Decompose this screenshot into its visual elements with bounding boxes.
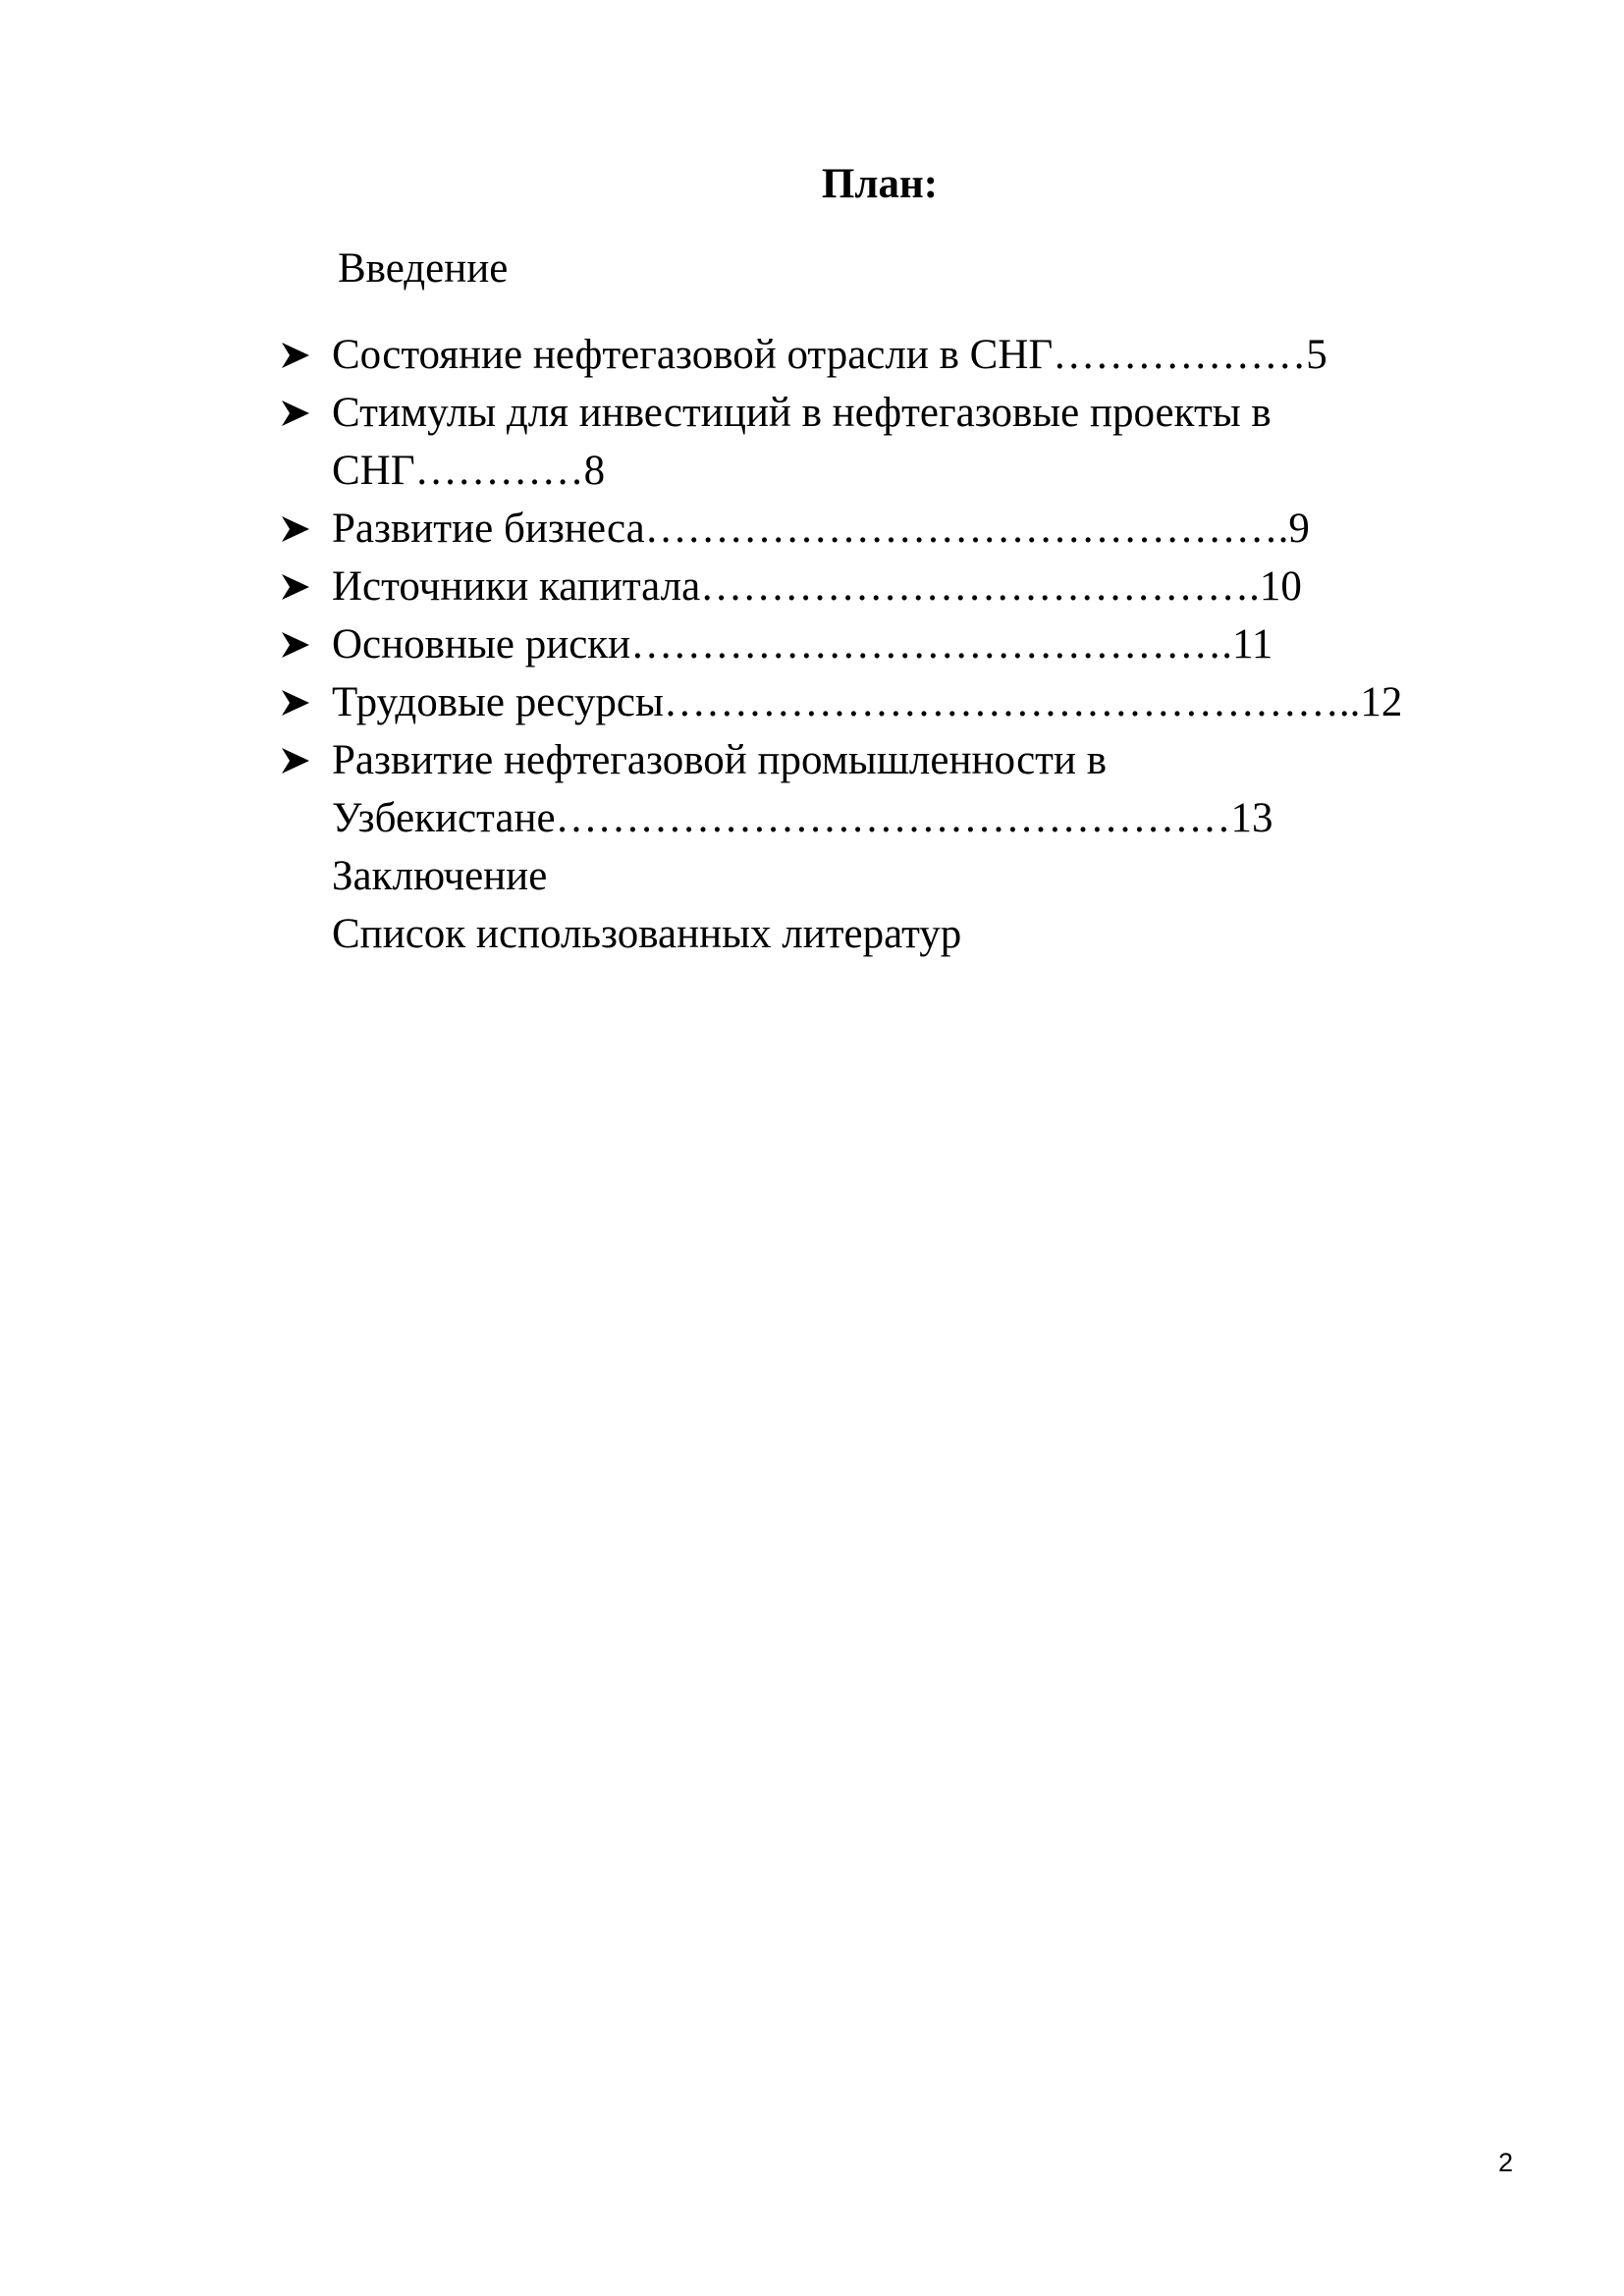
arrowhead-icon: [282, 748, 309, 774]
arrowhead-icon: [282, 343, 309, 368]
toc-item: [280, 384, 1488, 500]
arrowhead-icon: [282, 632, 309, 658]
toc-item-label: Развитие бизнеса……………………………………….9: [332, 506, 1310, 552]
arrowhead-icon: [282, 690, 309, 716]
toc-item-label: Заключение: [332, 853, 548, 899]
arrowhead-icon: [282, 400, 309, 426]
table-of-contents: [280, 326, 1488, 963]
toc-item: [280, 326, 1488, 384]
toc-item: [280, 673, 1488, 731]
toc-item-label: Трудовые ресурсы…………………………………………..12: [332, 679, 1403, 725]
toc-item: [280, 500, 1488, 558]
toc-intro: Введение: [338, 245, 509, 292]
toc-item: [280, 615, 1488, 673]
toc-item-label: Развитие нефтегазовой промышленности в Узбекистане…………………………………………13: [332, 737, 1273, 841]
toc-item: [280, 905, 1488, 963]
toc-item: [280, 558, 1488, 615]
toc-item-label: Основные риски…………………………………….11: [332, 621, 1273, 667]
toc-item-label: Список использованных литератур: [332, 911, 962, 957]
toc-item-label: Источники капитала………………………………….10: [332, 563, 1302, 610]
arrowhead-icon: [282, 574, 309, 600]
toc-item-label: Стимулы для инвестиций в нефтегазовые проекты в СНГ…………8: [332, 390, 1272, 494]
arrowhead-icon: [282, 516, 309, 542]
page-number: 2: [1498, 2148, 1514, 2177]
page-title: План:: [821, 161, 939, 207]
toc-item: [280, 847, 1488, 905]
toc-item-label: Состояние нефтегазовой отрасли в СНГ………………5: [332, 332, 1327, 378]
toc-item: [280, 731, 1488, 847]
